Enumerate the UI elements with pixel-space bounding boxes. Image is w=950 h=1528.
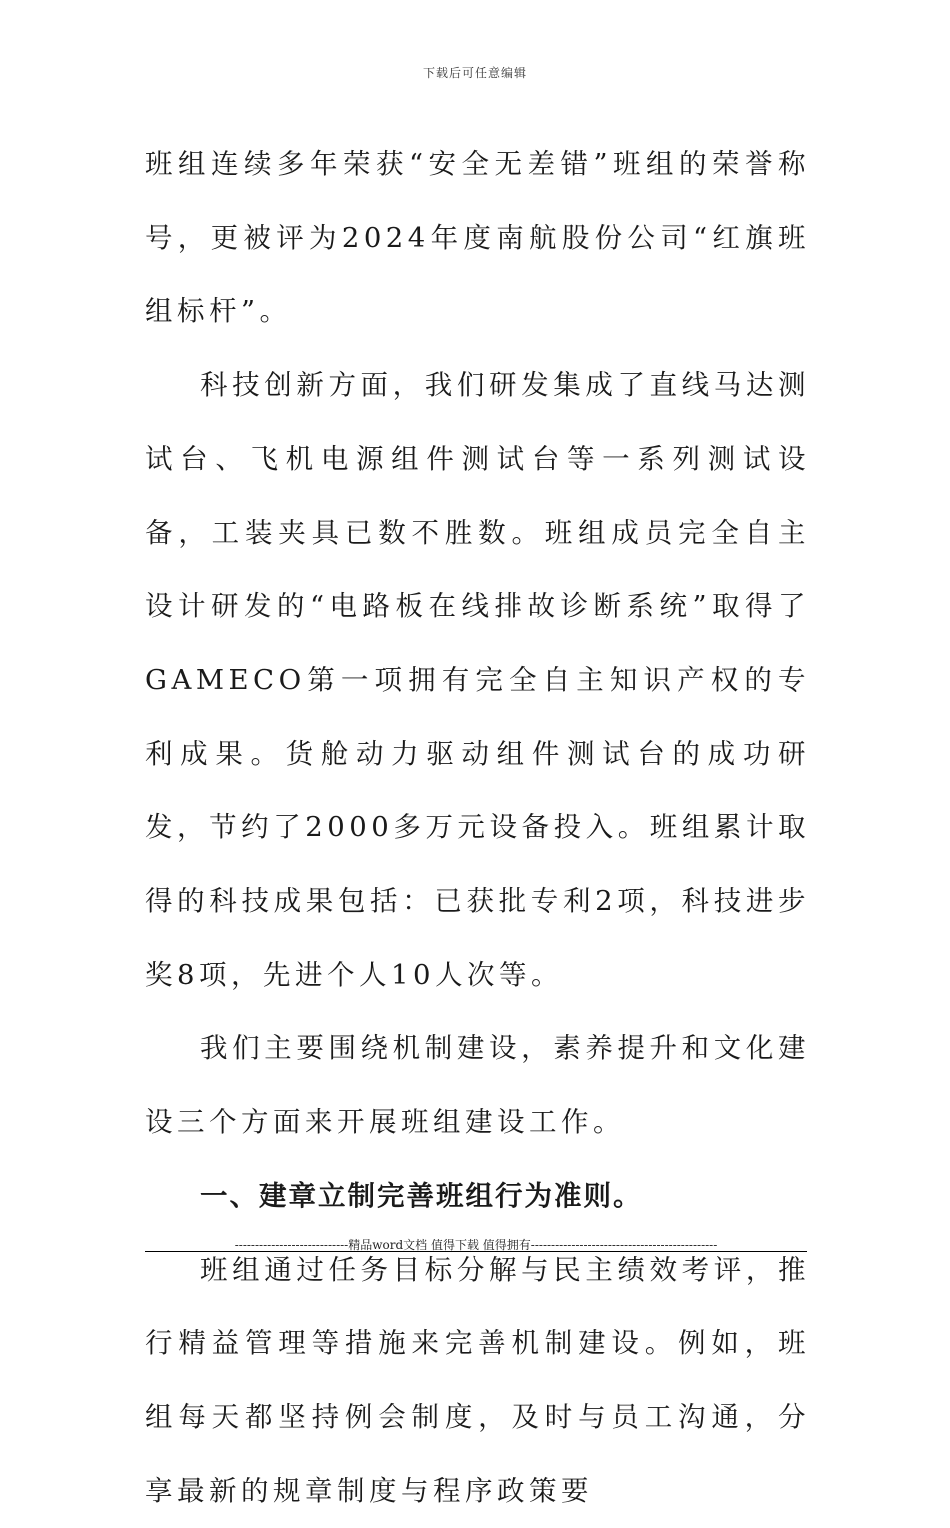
document-body (145, 128, 810, 1528)
header-note: 下载后可任意编辑 (422, 66, 527, 80)
footer-divider (145, 1251, 807, 1252)
section-heading: 一、建章立制完善班组行为准则。 (200, 1179, 643, 1212)
paragraph-honors: 班组连续多年荣获“安全无差错”班组的荣誉称号，更被评为2024年度南航股份公司“红旗班组标杆”。 (145, 148, 810, 328)
paragraph-mechanism-building: 班组通过任务目标分解与民主绩效考评，推行精益管理等措施来完善机制建设。例如，班组每天都坚持例会制度，及时与员工沟通，分享最新的规章制度与程序政策要 (145, 1253, 810, 1507)
paragraph-team-building-overview: 我们主要围绕机制建设，素养提升和文化建设三个方面来开展班组建设工作。 (145, 1032, 810, 1139)
footer-note: ----------------------------精品word文档 值得下载 值得拥有---------------------------------------------- (234, 1238, 718, 1252)
paragraph-tech-innovation: 科技创新方面，我们研发集成了直线马达测试台、飞机电源组件测试台等一系列测试设备，工装夹具已数不胜数。班组成员完全自主设计研发的“电路板在线排故诊断系统”取得了GAMECO第一项拥有完全自主知识产权的专利成果。货舱动力驱动组件测试台的成功研发，节约了2000多万元设备投入。班组累计取得的科技成果包括：已获批专利2项，科技进步奖8项，先进个人10人次等。 (145, 369, 810, 991)
